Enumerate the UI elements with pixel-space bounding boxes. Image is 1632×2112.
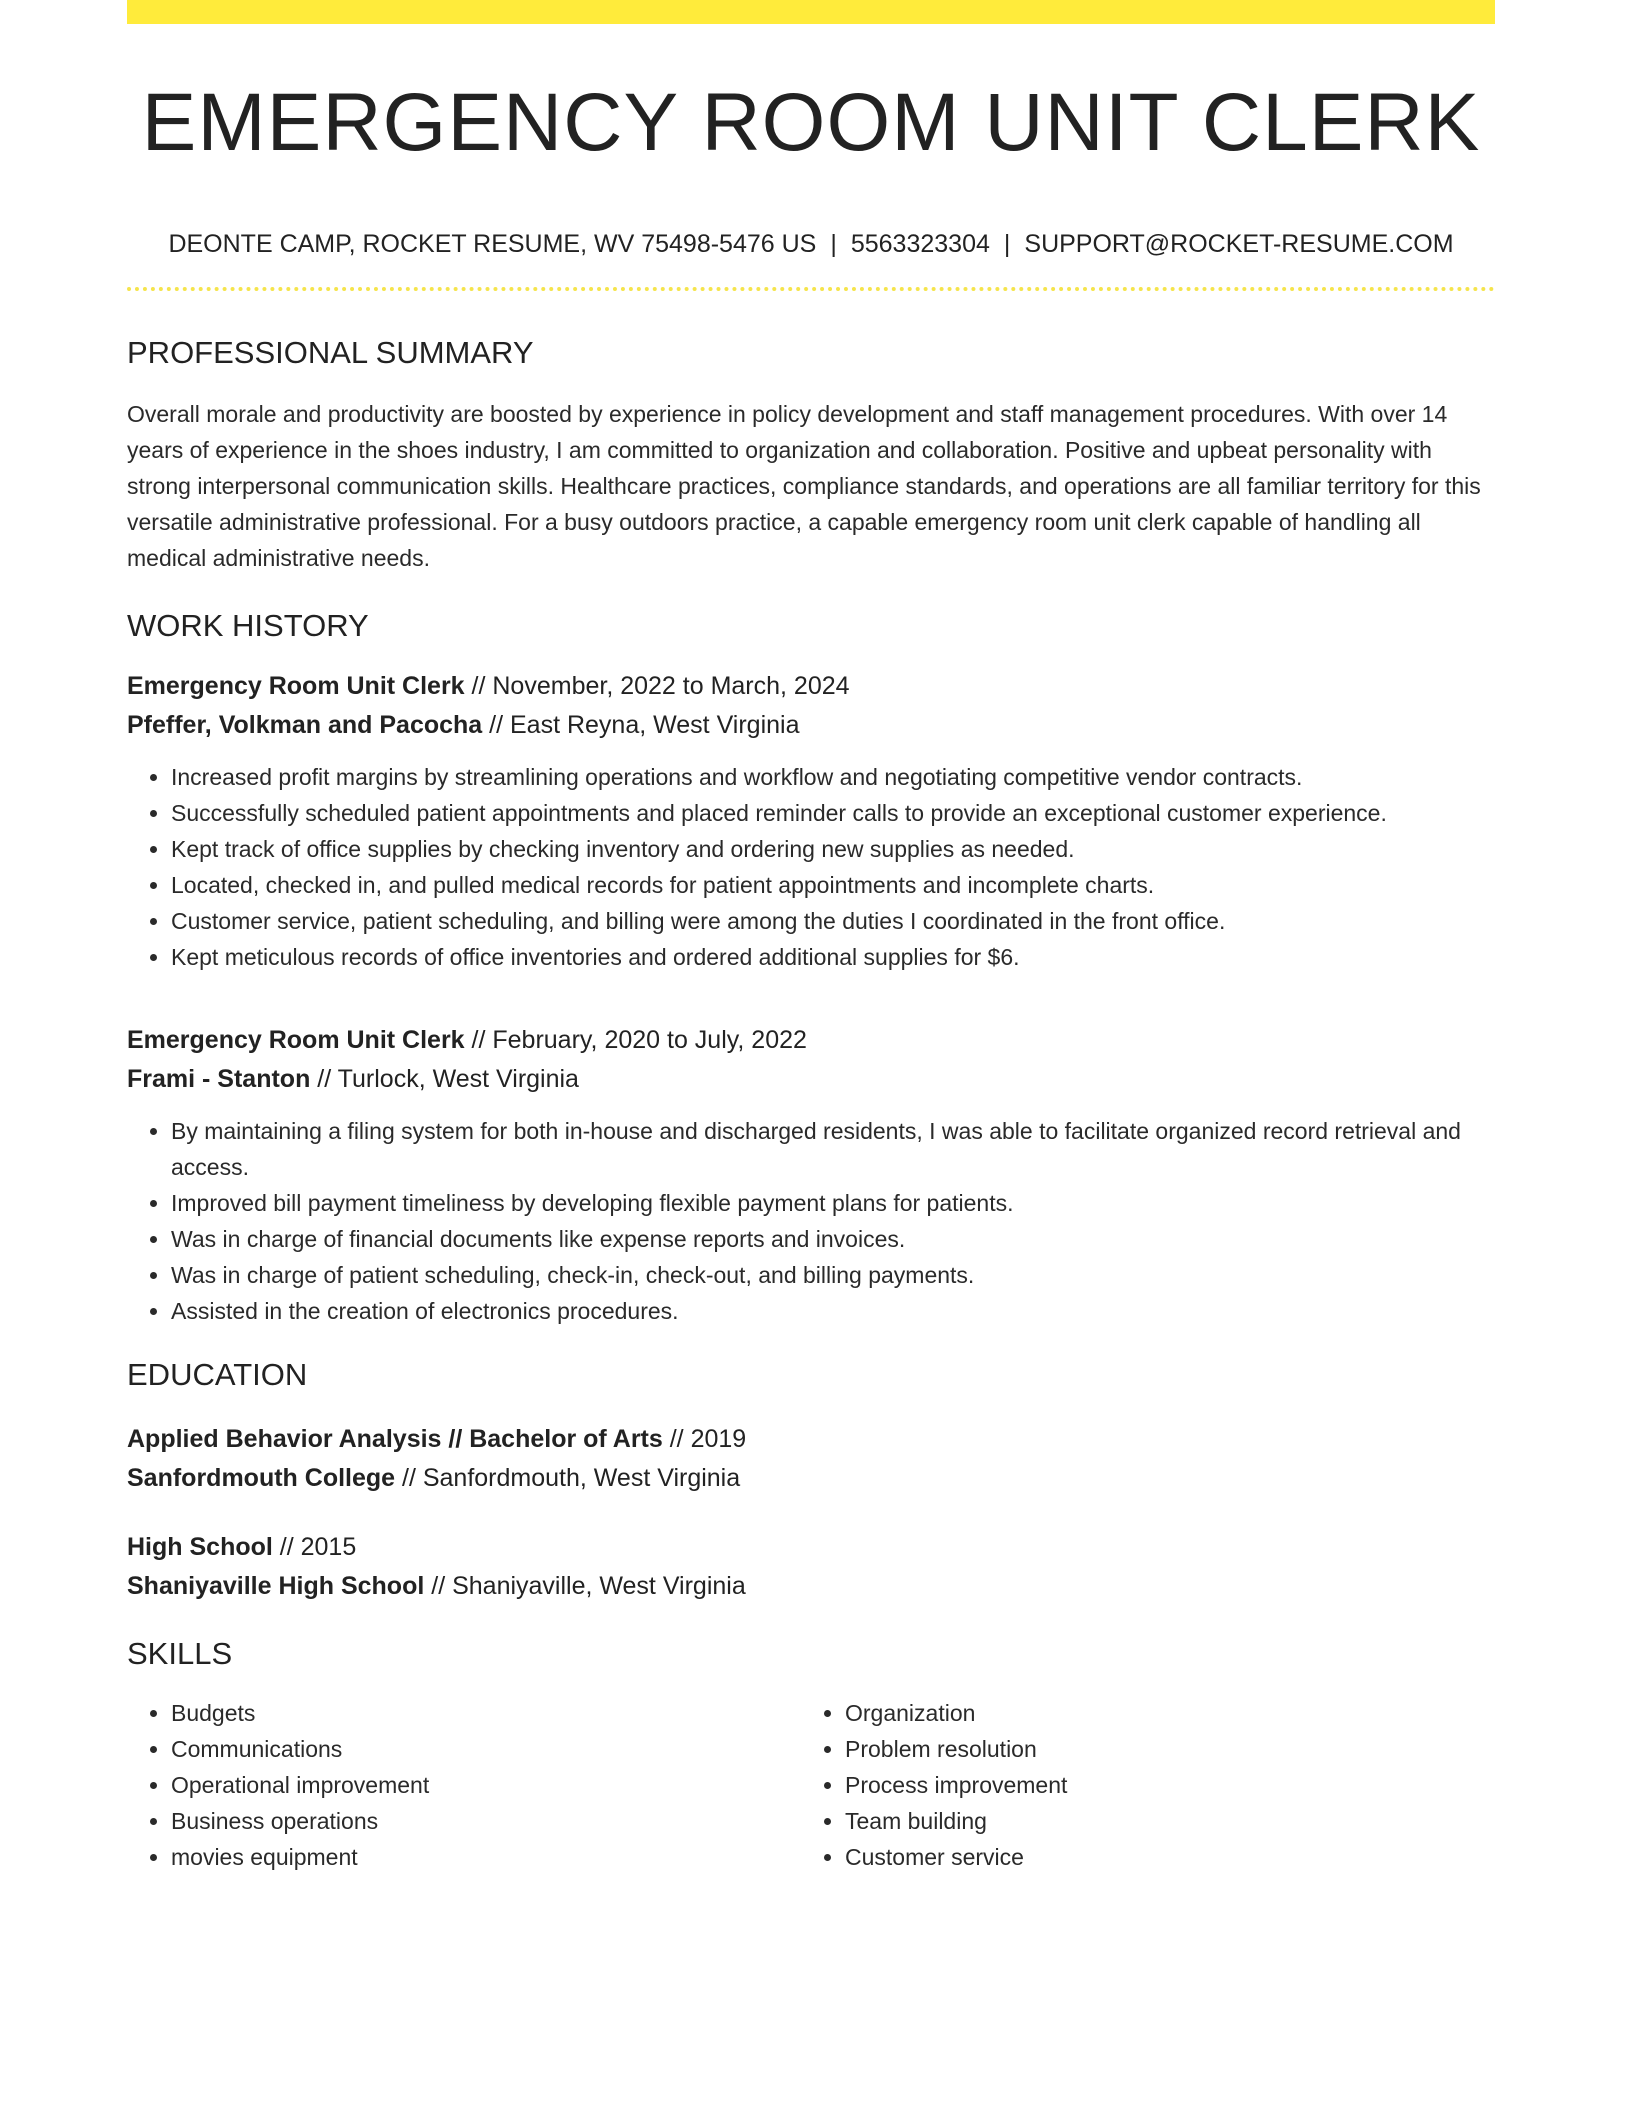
list-item: • Assisted in the creation of electronics procedures.	[171, 1293, 1495, 1329]
education-heading: EDUCATION	[127, 1357, 308, 1392]
contact-separator: |	[1003, 230, 1011, 258]
resume-content	[127, 0, 1495, 1875]
skill-item: • Customer service	[845, 1839, 1475, 1875]
work-history-heading: WORK HISTORY	[127, 608, 369, 643]
list-item: • By maintaining a filing system for both in-house and discharged residents, I was able to facilitate organized record retrieval and access.	[171, 1113, 1495, 1185]
job-location: // East Reyna, West Virginia	[482, 711, 800, 739]
list-item: • Was in charge of patient scheduling, check-in, check-out, and billing payments.	[171, 1257, 1495, 1293]
list-item: • Was in charge of financial documents like expense reports and invoices.	[171, 1221, 1495, 1257]
list-item: • Kept meticulous records of office inventories and ordered additional supplies for $6.	[171, 939, 1495, 975]
list-item: • Kept track of office supplies by checking inventory and ordering new supplies as needed.	[171, 831, 1495, 867]
skill-item: • Organization	[845, 1695, 1475, 1731]
contact-email: SUPPORT@ROCKET-RESUME.COM	[1024, 230, 1454, 258]
degree: Applied Behavior Analysis // Bachelor of Arts	[127, 1425, 663, 1453]
skill-item: • Communications	[171, 1731, 801, 1767]
contact-address: DEONTE CAMP, ROCKET RESUME, WV 75498-5476 US	[168, 230, 817, 258]
list-item: • Improved bill payment timeliness by developing flexible payment plans for patients.	[171, 1185, 1495, 1221]
skill-item: • Business operations	[171, 1803, 801, 1839]
contact-separator: |	[830, 230, 837, 258]
skill-item: • Problem resolution	[845, 1731, 1475, 1767]
contact-phone: 5563323304	[850, 230, 990, 258]
skill-item: • Budgets	[171, 1695, 801, 1731]
list-item: • Increased profit margins by streamlining operations and workflow and negotiating competitive vendor contracts.	[171, 759, 1495, 795]
job-entry	[127, 667, 1495, 975]
skill-item: • Team building	[845, 1803, 1475, 1839]
school-line	[127, 1459, 1495, 1498]
skill-item: • Process improvement	[845, 1767, 1475, 1803]
job-title-line	[127, 1021, 1495, 1060]
job-company: Pfeffer, Volkman and Pacocha	[127, 711, 483, 739]
job-dates: // November, 2022 to March, 2024	[464, 672, 850, 700]
school-location: // Shaniyaville, West Virginia	[424, 1572, 746, 1600]
job-entry	[127, 1021, 1495, 1329]
skill-item: • movies equipment	[171, 1839, 801, 1875]
skills-heading: SKILLS	[127, 1636, 233, 1671]
summary-heading: PROFESSIONAL SUMMARY	[127, 335, 534, 370]
job-company-line	[127, 1060, 1495, 1099]
school-line	[127, 1567, 1495, 1606]
graduation-year: // 2019	[662, 1425, 747, 1453]
list-item: • Successfully scheduled patient appointments and placed reminder calls to provide an exceptional customer experience.	[171, 795, 1495, 831]
job-bullets	[127, 1113, 1495, 1329]
job-company-line	[127, 706, 1495, 745]
skills-column-left	[127, 1695, 801, 1875]
dotted-divider	[127, 287, 1495, 291]
job-location: // Turlock, West Virginia	[310, 1065, 579, 1093]
degree: High School	[127, 1533, 273, 1561]
summary-text: Overall morale and productivity are boosted by experience in policy development and staff management procedures. With over 14 years of experience in the shoes industry, I am committed to organization and collaboration. Positive and upbeat personality with strong interpersonal communication skills. Healthcare practices, compliance standards, and operations are all familiar territory for this versatile administrative professional. For a busy outdoors practice, a capable emergency room unit clerk capable of handling all medical administrative needs.	[127, 401, 1481, 571]
graduation-year: // 2015	[272, 1533, 357, 1561]
degree-line	[127, 1420, 1495, 1459]
list-item: • Customer service, patient scheduling, and billing were among the duties I coordinated in the front office.	[171, 903, 1495, 939]
job-title: Emergency Room Unit Clerk	[127, 672, 465, 700]
list-item: • Located, checked in, and pulled medical records for patient appointments and incomplete charts.	[171, 867, 1495, 903]
degree-line	[127, 1528, 1495, 1567]
job-bullets	[127, 759, 1495, 975]
accent-bar	[127, 0, 1495, 24]
skills-list	[127, 1695, 1495, 1875]
education-entry	[127, 1420, 1495, 1498]
skills-column-right	[801, 1695, 1475, 1875]
school-name: Sanfordmouth College	[127, 1464, 396, 1492]
contact-line	[127, 230, 1495, 259]
school-name: Shaniyaville High School	[127, 1572, 425, 1600]
job-dates: // February, 2020 to July, 2022	[464, 1026, 807, 1054]
education-entry	[127, 1528, 1495, 1606]
job-title-line	[127, 667, 1495, 706]
skill-item: • Operational improvement	[171, 1767, 801, 1803]
job-company: Frami - Stanton	[127, 1065, 311, 1093]
resume-title: EMERGENCY ROOM UNIT CLERK	[141, 77, 1481, 168]
job-title: Emergency Room Unit Clerk	[127, 1026, 465, 1054]
school-location: // Sanfordmouth, West Virginia	[395, 1464, 741, 1492]
